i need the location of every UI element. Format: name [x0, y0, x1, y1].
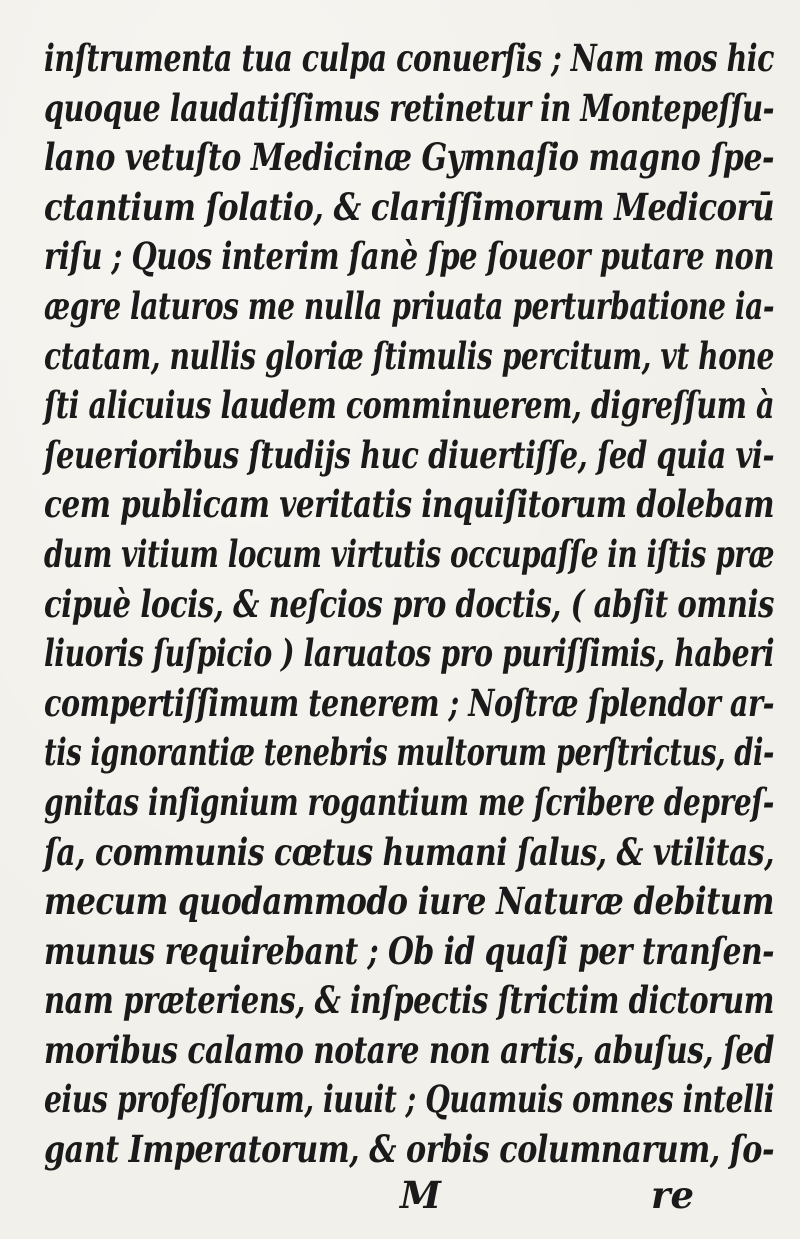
text-line: ſeuerioribus ſtudijs huc diuertiſſe, ſed quia vi-	[44, 432, 775, 477]
text-line: nam præteriens, & inſpectis ſtrictim dictorum	[44, 978, 774, 1023]
text-line: mecum quodammodo iure Naturæ debitum	[44, 879, 774, 924]
text-line: gant Imperatorum, & orbis columnarum, ſo-	[44, 1127, 775, 1172]
body-text	[44, 34, 774, 1217]
text-line: ctatam, nullis gloriæ ſtimulis percitum, vt hone	[44, 333, 775, 378]
text-line: liuoris ſuſpicio ) laruatos pro puriſſimis, haberi	[44, 631, 775, 676]
signature-mark: M	[399, 1172, 441, 1217]
text-line: moribus calamo notare non artis, abuſus, ſed	[44, 1027, 774, 1072]
catchword: re	[650, 1172, 694, 1217]
text-line: munus requirebant ; Ob id quaſi per tranſen-	[44, 928, 775, 973]
text-line: lano vetuſto Medicinæ Gymnaſio magno ſpe-	[44, 135, 774, 180]
text-line: tis ignorantiæ tenebris multorum perſtrictus, di-	[44, 730, 774, 775]
text-line: inſtrumenta tua culpa conuerſis ; Nam mos hic	[44, 36, 775, 80]
text-line: dum vitium locum virtutis occupaſſe in iſtis præ	[44, 531, 775, 576]
text-line: ctantium ſolatio, & clariſſimorum Medicorū	[44, 184, 774, 229]
page-footer	[44, 1173, 774, 1217]
text-line: cipuè locis, & neſcios pro doctis, ( abſit omnis	[44, 581, 775, 626]
text-line: eius profeſſorum, iuuit ; Quamuis omnes intelli	[44, 1077, 775, 1122]
text-line: ſa, communis cœtus humani ſalus, & vtilitas,	[44, 829, 775, 874]
text-line: gnitas inſignium rogantium me ſcribere depreſ-	[44, 779, 774, 824]
text-line: riſu ; Quos interim ſanè ſpe ſoueor putare non	[44, 234, 774, 279]
text-line: quoque laudatiſſimus retinetur in Montepeſſu-	[44, 85, 775, 130]
text-line: ægre laturos me nulla priuata perturbatione ia-	[44, 283, 775, 328]
text-line: compertiſſimum tenerem ; Noſtræ ſplendor ar-	[44, 680, 775, 725]
text-line: ſti alicuius laudem comminuerem, digreſſum à	[44, 383, 775, 428]
text-line: cem publicam veritatis inquiſitorum dolebam	[44, 482, 775, 527]
